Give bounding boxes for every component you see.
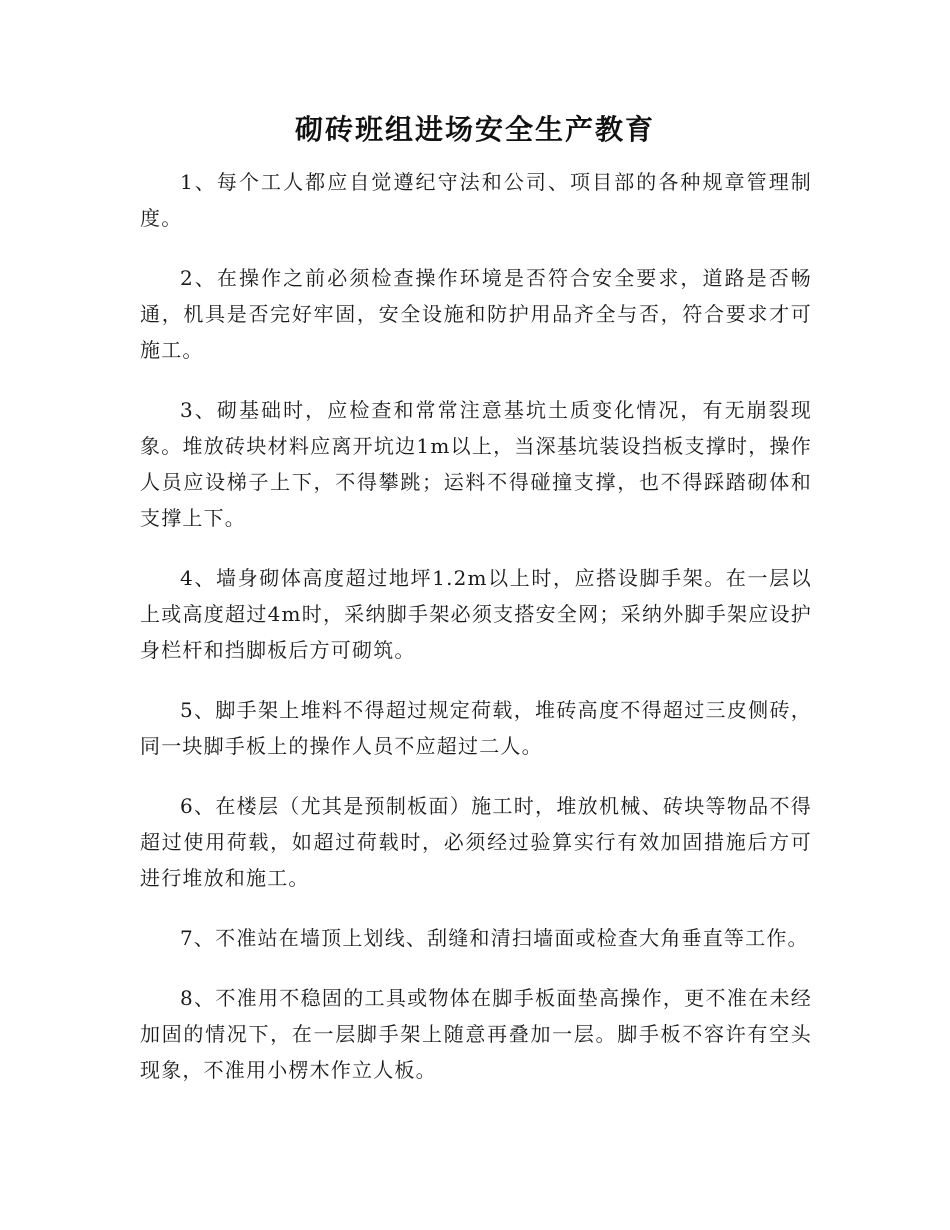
- paragraph-8: 8、不准用不稳固的工具或物体在脚手板面垫高操作，更不准在未经加固的情况下，在一层脚手架上随意再叠加一层。脚手板不容许有空头现象，不准用小楞木作立人板。: [140, 986, 812, 1082]
- paragraph-5: 5、脚手架上堆料不得超过规定荷载，堆砖高度不得超过三皮侧砖，同一块脚手板上的操作人员不应超过二人。: [140, 698, 812, 758]
- document-body: [140, 164, 812, 1112]
- paragraph-4: 4、墙身砌体高度超过地坪1.2m以上时，应搭设脚手架。在一层以上或高度超过4m时，采纳脚手架必须支搭安全网；采纳外脚手架应设护身栏杆和挡脚板后方可砌筑。: [140, 566, 812, 662]
- paragraph-7: 7、不准站在墙顶上划线、刮缝和清扫墙面或检查大角垂直等工作。: [180, 926, 809, 950]
- paragraph-2: 2、在操作之前必须检查操作环境是否符合安全要求，道路是否畅通，机具是否完好牢固，安全设施和防护用品齐全与否，符合要求才可施工。: [140, 266, 812, 362]
- paragraph-1: 1、每个工人都应自觉遵纪守法和公司、项目部的各种规章管理制度。: [140, 170, 812, 230]
- paragraph-6: 6、在楼层（尤其是预制板面）施工时，堆放机械、砖块等物品不得超过使用荷载，如超过荷载时，必须经过验算实行有效加固措施后方可进行堆放和施工。: [140, 794, 812, 890]
- paragraph-3: 3、砌基础时，应检查和常常注意基坑土质变化情况，有无崩裂现象。堆放砖块材料应离开坑边1m以上，当深基坑装设挡板支撑时，操作人员应设梯子上下，不得攀跳；运料不得碰撞支撑，也不得踩踏砌体和支撑上下。: [140, 398, 812, 530]
- page-title: 砌砖班组进场安全生产教育: [294, 113, 655, 146]
